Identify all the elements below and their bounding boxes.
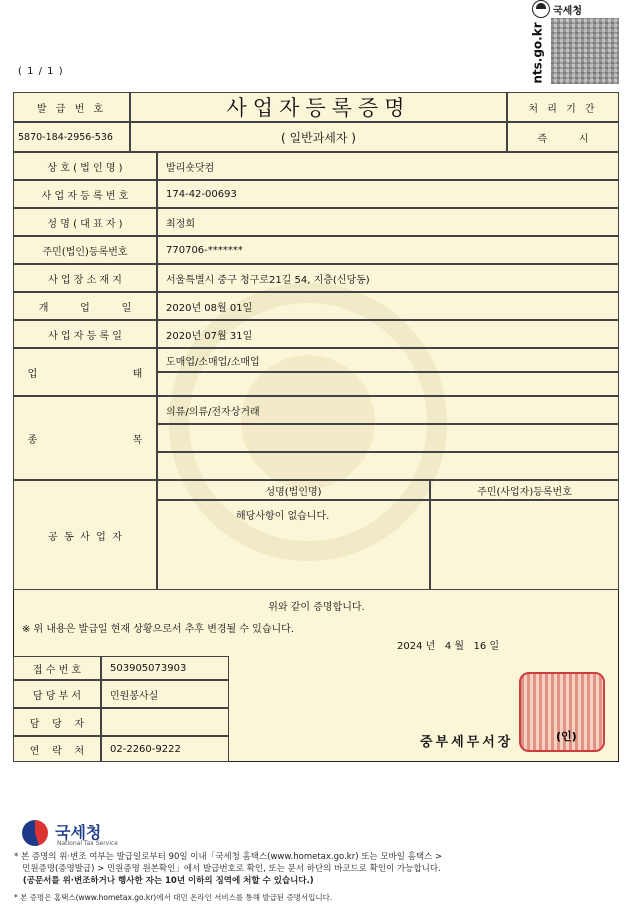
site-url: nts.go.kr — [531, 22, 545, 84]
seal-mark: (인) — [556, 730, 577, 743]
row-label: 성 명 ( 대 표 자 ) — [13, 208, 157, 236]
agency-label: 국세청 — [553, 6, 582, 17]
office-name: 중부세무서장 — [420, 735, 514, 750]
business-item-label: 종 목 — [13, 396, 157, 480]
footer-warning: (공문서를 위·변조하거나 행사한 자는 10년 이하의 징역에 처할 수 있습니다.) — [14, 876, 314, 886]
contact-value: 02-2260-9222 — [101, 736, 229, 762]
contact-label: 연 락 처 — [13, 736, 101, 762]
business-item-blank — [157, 424, 619, 452]
joint-name-cell — [157, 500, 430, 590]
issue-no-value: 5870-184-2956-536 — [13, 122, 130, 152]
business-type-value: 도매업/소매업/소매업 — [157, 348, 619, 372]
nts-mascot-icon — [532, 0, 550, 18]
contact-value: 503905073903 — [101, 656, 229, 680]
business-type-blank — [157, 372, 619, 396]
qr-code — [551, 18, 619, 84]
row-value: 174-42-00693 — [157, 180, 619, 208]
footer-line: 민원증명(증명발급) > 민원증명 원본확인」에서 발급번호로 확인, 또는 문서 하단의 바코드로 확인이 가능합니다. — [14, 864, 441, 874]
row-value: 770706-******* — [157, 236, 619, 264]
row-label: 상 호 ( 법 인 명 ) — [13, 152, 157, 180]
joint-reg-cell — [430, 500, 619, 590]
joint-col-reg: 주민(사업자)등록번호 — [430, 480, 619, 500]
business-item-blank — [157, 452, 619, 480]
page-counter: ( 1 / 1 ) — [18, 66, 64, 77]
doc-subtitle: ( 일반과세자 ) — [130, 122, 507, 152]
doc-title: 사업자등록증명 — [130, 92, 507, 122]
row-value: 발리숏닷컴 — [157, 152, 619, 180]
nts-logo-icon — [22, 820, 48, 846]
joint-label: 공 동 사 업 자 — [13, 480, 157, 590]
footer-line: * 본 증명은 홈택스(www.hometax.go.kr)에서 대민 온라인 서비스를 통해 발급된 증명서입니다. — [14, 893, 333, 902]
business-type-label: 업 태 — [13, 348, 157, 396]
row-label: 개 업 일 — [13, 292, 157, 320]
logo-english: National Tax Service — [57, 840, 118, 847]
row-label: 사 업 자 등 록 번 호 — [13, 180, 157, 208]
contact-value: 민원봉사실 — [101, 680, 229, 708]
row-label: 주민(법인)등록번호 — [13, 236, 157, 264]
joint-none-text: 해당사항이 없습니다. — [236, 511, 330, 522]
row-label: 사 업 장 소 재 지 — [13, 264, 157, 292]
joint-col-name: 성명(법인명) — [157, 480, 430, 500]
row-value: 서울특별시 중구 청구로21길 54, 지층(신당동) — [157, 264, 619, 292]
certify-date: 2024 년 4 월 16 일 — [397, 641, 500, 652]
contact-label: 담 당 자 — [13, 708, 101, 736]
processing-label: 처 리 기 간 — [507, 92, 619, 122]
row-label: 사 업 자 등 록 일 — [13, 320, 157, 348]
contact-value — [101, 708, 229, 736]
certify-notice: ※ 위 내용은 발급일 현재 상황으로서 추후 변경될 수 있습니다. — [22, 624, 295, 635]
logo-name: 국세청 — [55, 823, 102, 842]
row-value: 2020년 07월 31일 — [157, 320, 619, 348]
row-value: 최정희 — [157, 208, 619, 236]
processing-value: 즉 시 — [507, 122, 619, 152]
certify-line: 위와 같이 증명합니다. — [268, 602, 365, 613]
footer-line: * 본 증명의 위·변조 여부는 발급일로부터 90일 이내「국세청 홈택스(www.hometax.go.kr) 또는 모바일 홈택스 > — [14, 852, 443, 862]
issue-no-label: 발 급 번 호 — [13, 92, 130, 122]
business-item-value: 의류/의류/전자상거래 — [157, 396, 619, 424]
contact-label: 접 수 번 호 — [13, 656, 101, 680]
contact-label: 담 당 부 서 — [13, 680, 101, 708]
row-value: 2020년 08월 01일 — [157, 292, 619, 320]
